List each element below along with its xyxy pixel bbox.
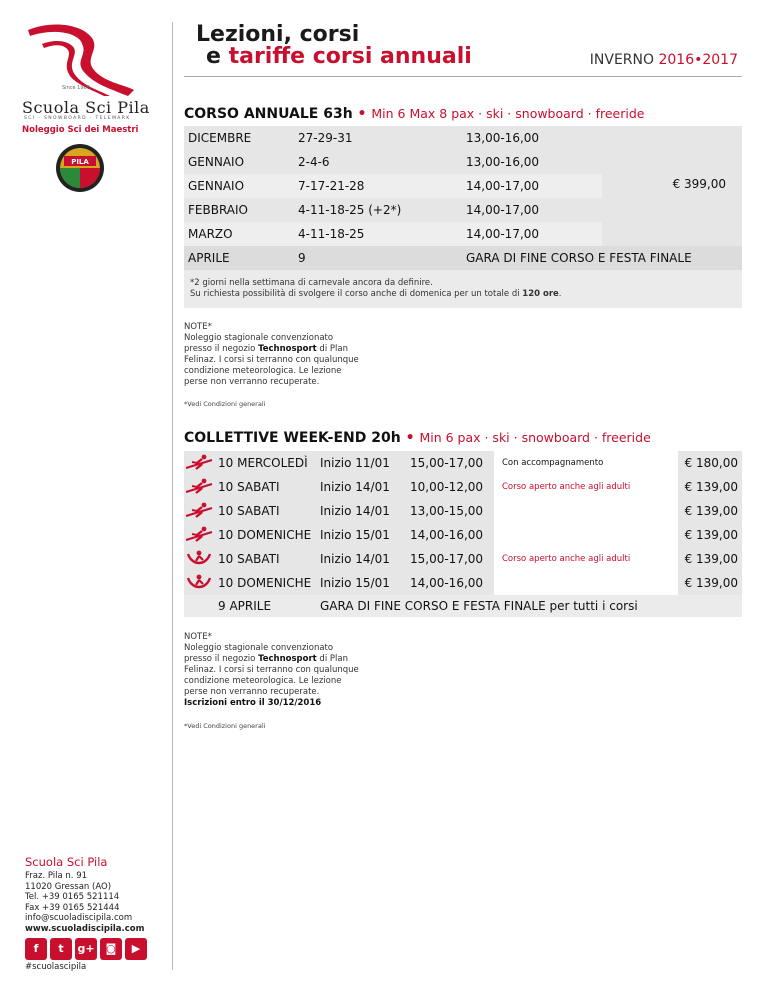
since-label: Since 1966 xyxy=(62,85,90,91)
annual-month: MARZO xyxy=(188,227,233,241)
weekend-final-row xyxy=(184,595,742,617)
course-note: Corso aperto anche agli adulti xyxy=(502,482,631,492)
social-links xyxy=(25,938,147,960)
annual-month: APRILE xyxy=(188,251,230,265)
table-row xyxy=(184,475,742,499)
pila-badge-logo xyxy=(52,142,108,194)
page-title-line1: Lezioni, corsi xyxy=(196,22,360,47)
badge-text: PILA xyxy=(71,158,89,166)
enrollment-deadline: Iscrizioni entro il 30/12/2016 xyxy=(184,698,322,708)
table-row xyxy=(184,198,742,222)
noleggio-label: Noleggio Sci dei Maestri xyxy=(22,125,139,135)
annual-days: 4-11-18-25 (+2*) xyxy=(298,203,402,217)
final-date: 9 APRILE xyxy=(218,599,272,613)
youtube-icon[interactable]: ▶ xyxy=(125,938,147,960)
title-prefix: e xyxy=(206,44,229,69)
contact-website[interactable]: www.scuoladiscipila.com xyxy=(25,923,145,934)
table-row xyxy=(184,126,742,150)
annual-heading xyxy=(184,106,644,122)
table-row xyxy=(184,150,742,174)
annual-table xyxy=(184,126,742,270)
weekend-notes: NOTE* Noleggio stagionale convenzionato presso il negozio Technosport di Plan Felinaz. I corsi si terranno con qualunque condizione meteorologica. Le lezione perse non verranno recuperate. Iscrizioni entro il 30/12/2016 xyxy=(184,632,364,709)
footnote-line1: *2 giorni nella settimana di carnevale ancora da definire. xyxy=(190,278,433,288)
annual-month: DICEMBRE xyxy=(188,131,252,145)
hashtag: #scuolascipila xyxy=(25,962,87,972)
table-row xyxy=(184,523,742,547)
contact-address-1: Fraz. Pila n. 91 xyxy=(25,871,88,881)
course-note: Corso aperto anche agli adulti xyxy=(502,554,631,564)
instagram-icon[interactable]: ◙ xyxy=(100,938,122,960)
annual-heading-title: CORSO ANNUALE 63h xyxy=(184,106,353,122)
table-row xyxy=(184,451,742,475)
googleplus-icon[interactable]: g+ xyxy=(75,938,97,960)
course-price: € 139,00 xyxy=(684,576,738,590)
conditions-ref[interactable]: *Vedi Condizioni generali xyxy=(184,722,266,730)
annual-time: 14,00-17,00 xyxy=(466,179,540,193)
annual-month: GENNAIO xyxy=(188,155,245,169)
course-name: 10 DOMENICHE xyxy=(218,528,312,542)
ski-icon xyxy=(184,454,214,472)
annual-month: FEBBRAIO xyxy=(188,203,248,217)
course-time: 13,00-15,00 xyxy=(410,504,484,518)
season-text: INVERNO xyxy=(589,52,659,68)
brand-name: Scuola Sci Pila xyxy=(22,98,150,117)
annual-days: 27-29-31 xyxy=(298,131,353,145)
header-divider xyxy=(184,76,742,77)
annual-final-event: GARA DI FINE CORSO E FESTA FINALE xyxy=(466,251,692,265)
weekend-heading-sub: Min 6 pax · ski · snowboard · freeride xyxy=(419,430,651,445)
table-row xyxy=(184,571,742,595)
contact-email[interactable]: info@scuoladiscipila.com xyxy=(25,913,133,924)
annual-time: 14,00-17,00 xyxy=(466,227,540,241)
annual-days: 9 xyxy=(298,251,306,265)
annual-days: 2-4-6 xyxy=(298,155,330,169)
annual-price: € 399,00 xyxy=(672,177,726,191)
annual-notes: NOTE* Noleggio stagionale convenzionato presso il negozio Technosport di Plan Felinaz. I corsi si terranno con qualunque condizione meteorologica. Le lezione perse non verranno recuperate. xyxy=(184,322,364,388)
course-time: 15,00-17,00 xyxy=(410,456,484,470)
table-row xyxy=(184,547,742,571)
weekend-table xyxy=(184,451,742,595)
contact-name: Scuola Sci Pila xyxy=(25,855,108,869)
ski-icon xyxy=(184,502,214,520)
title-highlight: tariffe corsi annuali xyxy=(228,44,472,69)
season-label xyxy=(590,52,738,68)
vertical-divider xyxy=(172,22,173,970)
final-event: GARA DI FINE CORSO E FESTA FINALE per tutti i corsi xyxy=(320,599,638,613)
twitter-icon[interactable]: t xyxy=(50,938,72,960)
course-name: 10 MERCOLEDÌ xyxy=(218,456,308,470)
course-start: Inizio 14/01 xyxy=(320,480,390,494)
weekend-heading xyxy=(184,430,651,446)
course-start: Inizio 15/01 xyxy=(320,528,390,542)
table-row-final xyxy=(184,246,742,270)
ski-icon xyxy=(184,526,214,544)
course-time: 15,00-17,00 xyxy=(410,552,484,566)
note-title: NOTE* xyxy=(184,632,212,642)
table-row xyxy=(184,174,742,198)
course-name: 10 SABATI xyxy=(218,552,280,566)
course-time: 14,00-16,00 xyxy=(410,576,484,590)
annual-month: GENNAIO xyxy=(188,179,245,193)
contact-block xyxy=(25,855,165,935)
course-name: 10 SABATI xyxy=(218,480,280,494)
course-price: € 139,00 xyxy=(684,480,738,494)
course-start: Inizio 14/01 xyxy=(320,552,390,566)
weekend-heading-dot: • xyxy=(400,430,420,446)
course-name: 10 DOMENICHE xyxy=(218,576,312,590)
season-years: 2016•2017 xyxy=(658,52,738,68)
course-price: € 139,00 xyxy=(684,504,738,518)
annual-time: 13,00-16,00 xyxy=(466,131,540,145)
course-start: Inizio 15/01 xyxy=(320,576,390,590)
annual-time: 13,00-16,00 xyxy=(466,155,540,169)
course-price: € 139,00 xyxy=(684,552,738,566)
page-title-line2 xyxy=(206,44,472,69)
annual-time: 14,00-17,00 xyxy=(466,203,540,217)
brand-subtitle: SCI · SNOWBOARD · TELEMARK xyxy=(24,116,131,121)
table-row xyxy=(184,499,742,523)
annual-footnote xyxy=(184,270,742,308)
annual-heading-sub: Min 6 Max 8 pax · ski · snowboard · freeride xyxy=(371,106,645,121)
snowboard-icon xyxy=(184,550,214,568)
annual-days: 7-17-21-28 xyxy=(298,179,365,193)
course-price: € 139,00 xyxy=(684,528,738,542)
course-name: 10 SABATI xyxy=(218,504,280,518)
facebook-icon[interactable]: f xyxy=(25,938,47,960)
annual-days: 4-11-18-25 xyxy=(298,227,365,241)
contact-fax: Fax +39 0165 521444 xyxy=(25,902,120,913)
sidebar xyxy=(0,0,170,994)
note-title: NOTE* xyxy=(184,322,212,332)
annual-heading-dot: • xyxy=(352,106,372,122)
ski-icon xyxy=(184,478,214,496)
contact-address-2: 11020 Gressan (AO) xyxy=(25,881,112,892)
course-price: € 180,00 xyxy=(684,456,738,470)
course-start: Inizio 14/01 xyxy=(320,504,390,518)
table-row xyxy=(184,222,742,246)
course-time: 14,00-16,00 xyxy=(410,528,484,542)
course-start: Inizio 11/01 xyxy=(320,456,390,470)
contact-tel: Tel. +39 0165 521114 xyxy=(25,892,120,903)
conditions-ref[interactable]: *Vedi Condizioni generali xyxy=(184,400,266,408)
snowboard-icon xyxy=(184,574,214,592)
course-note: Con accompagnamento xyxy=(502,458,604,468)
footnote-line2: Su richiesta possibilità di svolgere il corso anche di domenica per un totale di 120 ore. xyxy=(190,289,562,299)
course-time: 10,00-12,00 xyxy=(410,480,484,494)
weekend-heading-title: COLLETTIVE WEEK-END 20h xyxy=(184,430,401,446)
